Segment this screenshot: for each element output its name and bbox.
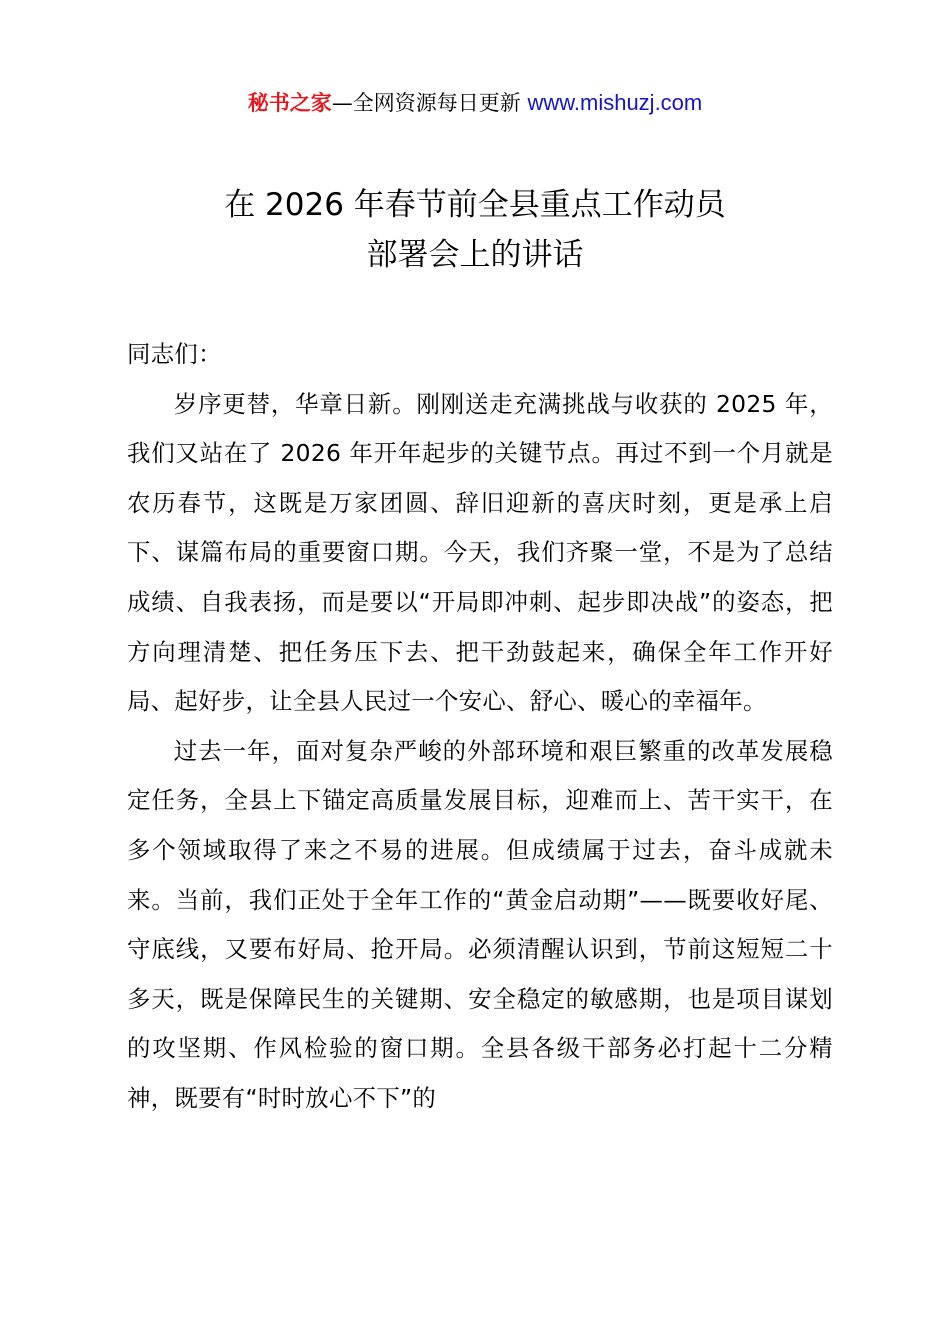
document-body: [127, 330, 833, 1124]
site-url-link[interactable]: www.mishuzj.com: [527, 90, 703, 115]
brand-name: 秘书之家: [247, 91, 332, 115]
title-line-1: 在 2026 年春节前全县重点工作动员: [224, 187, 726, 223]
document-title: [0, 180, 950, 280]
site-header-banner: [0, 88, 950, 118]
paragraph-1: 岁序更替，华章日新。刚刚送走充满挑战与收获的 2025 年，我们又站在了 2026 年开年起步的关键节点。再过不到一个月就是农历春节，这既是万家团圆、辞旧迎新的喜庆时刻，更是承上启下、谋篇布局的重要窗口期。今天，我们齐聚一堂，不是为了总结成绩、自我表扬，而是要以“开局即冲刺、起步即决战”的姿态，把方向理清楚、把任务压下去、把干劲鼓起来，确保全年工作开好局、起好步，让全县人民过一个安心、舒心、暖心的幸福年。: [127, 389, 833, 716]
paragraph-2: 过去一年，面对复杂严峻的外部环境和艰巨繁重的改革发展稳定任务，全县上下锚定高质量发展目标，迎难而上、苦干实干，在多个领域取得了来之不易的进展。但成绩属于过去，奋斗成就未来。当前，我们正处于全年工作的“黄金启动期”——既要收好尾、守底线，又要布好局、抢开局。必须清醒认识到，节前这短短二十多天，既是保障民生的关键期、安全稳定的敏感期，也是项目谋划的攻坚期、作风检验的窗口期。全县各级干部务必打起十二分精神，既要有“时时放心不下”的: [127, 736, 833, 1112]
header-tagline: —全网资源每日更新: [331, 91, 528, 115]
title-line-2: 部署会上的讲话: [366, 237, 584, 273]
salutation: 同志们：: [127, 340, 222, 368]
